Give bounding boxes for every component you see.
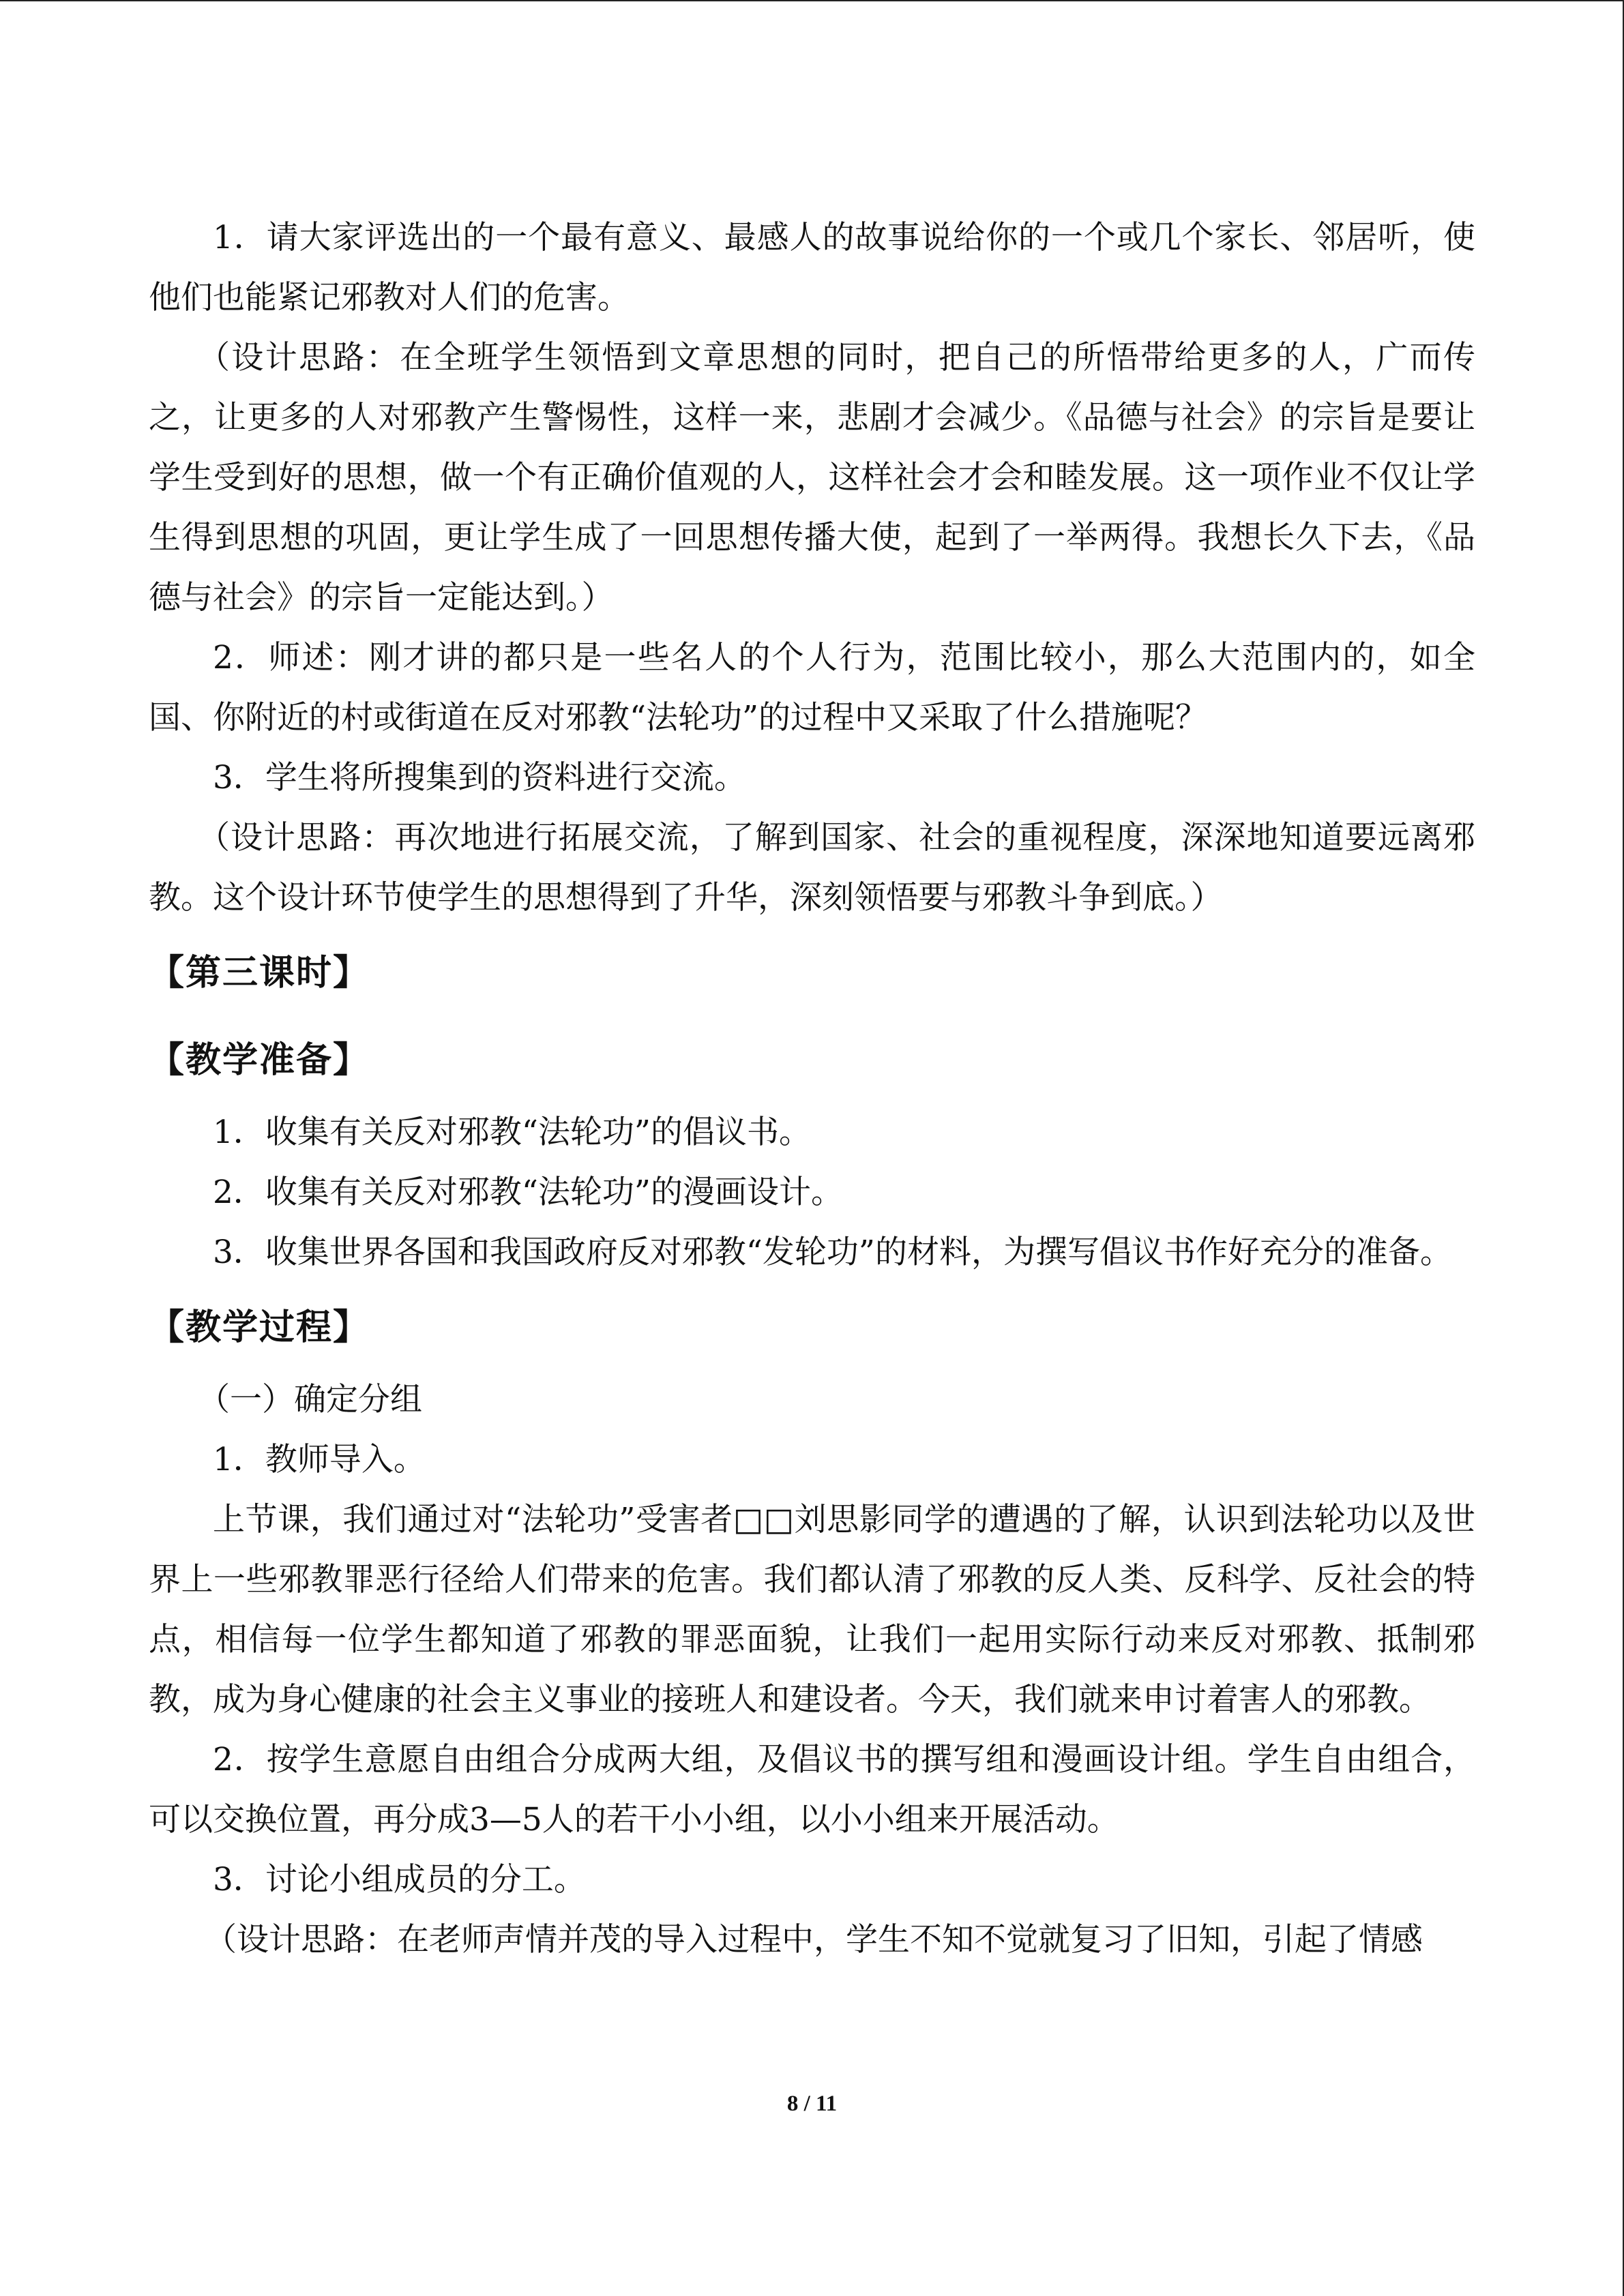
process-item: 2．按学生意愿自由组合分成两大组，及倡议书的撰写组和漫画设计组。学生自由组合，可以交换位置，再分成3—5人的若干小小组，以小小组来开展活动。 [149,1741,1475,1838]
design-note-paragraph: （设计思路：在全班学生领悟到文章思想的同时，把自己的所悟带给更多的人，广而传之，让更多的人对邪教产生警惕性，这样一来，悲剧才会减少。《品德与社会》的宗旨是要让学生受到好的思想，做一个有正确价值观的人，这样社会才会和睦发展。这一项作业不仅让学生得到思想的巩固，更让学生成了一回思想传播大使，起到了一举两得。我想长久下去，《品德与社会》的宗旨一定能达到。） [149,339,1475,616]
page-number: 8 / 11 [786,2091,838,2116]
process-subheading: （一）确定分组 [198,1381,422,1418]
prep-item: 3．收集世界各国和我国政府反对邪教“发轮功”的材料，为撰写倡议书作好充分的准备。 [213,1234,1452,1271]
process-item: 3．讨论小组成员的分工。 [213,1861,586,1898]
prep-item: 1．收集有关反对邪教“法轮功”的倡议书。 [213,1114,811,1151]
paragraph: 1．请大家评选出的一个最有意义、最感人的故事说给你的一个或几个家长、邻居听，使他们也能紧记邪教对人们的危害。 [149,219,1475,316]
section-heading-preparation: 【教学准备】 [149,1040,370,1081]
page-top-border [0,0,1624,1]
design-note-paragraph: （设计思路：再次地进行拓展交流，了解到国家、社会的重视程度，深深地知道要远离邪教。这个设计环节使学生的思想得到了升华，深刻领悟要与邪教斗争到底。） [149,819,1475,916]
process-paragraph: 上节课，我们通过对“法轮功”受害者□□刘思影同学的遭遇的了解，认识到法轮功以及世界上一些邪教罪恶行径给人们带来的危害。我们都认清了邪教的反人类、反科学、反社会的特点，相信每一位学生都知道了邪教的罪恶面貌，让我们一起用实际行动来反对邪教、抵制邪教，成为身心健康的社会主义事业的接班人和建设者。今天，我们就来申讨着害人的邪教。 [149,1501,1475,1718]
design-note-paragraph: （设计思路：在老师声情并茂的导入过程中，学生不知不觉就复习了旧知，引起了情感 [205,1921,1423,1958]
section-heading-lesson: 【第三课时】 [149,953,370,994]
document-body [149,208,1475,1970]
process-item: 1．教师导入。 [213,1441,426,1478]
section-heading-process: 【教学过程】 [149,1307,370,1348]
prep-item: 2．收集有关反对邪教“法轮功”的漫画设计。 [213,1174,843,1211]
paragraph: 2．师述：刚才讲的都只是一些名人的个人行为，范围比较小，那么大范围内的，如全国、你附近的村或街道在反对邪教“法轮功”的过程中又采取了什么措施呢？ [149,639,1475,736]
paragraph: 3．学生将所搜集到的资料进行交流。 [213,759,746,796]
